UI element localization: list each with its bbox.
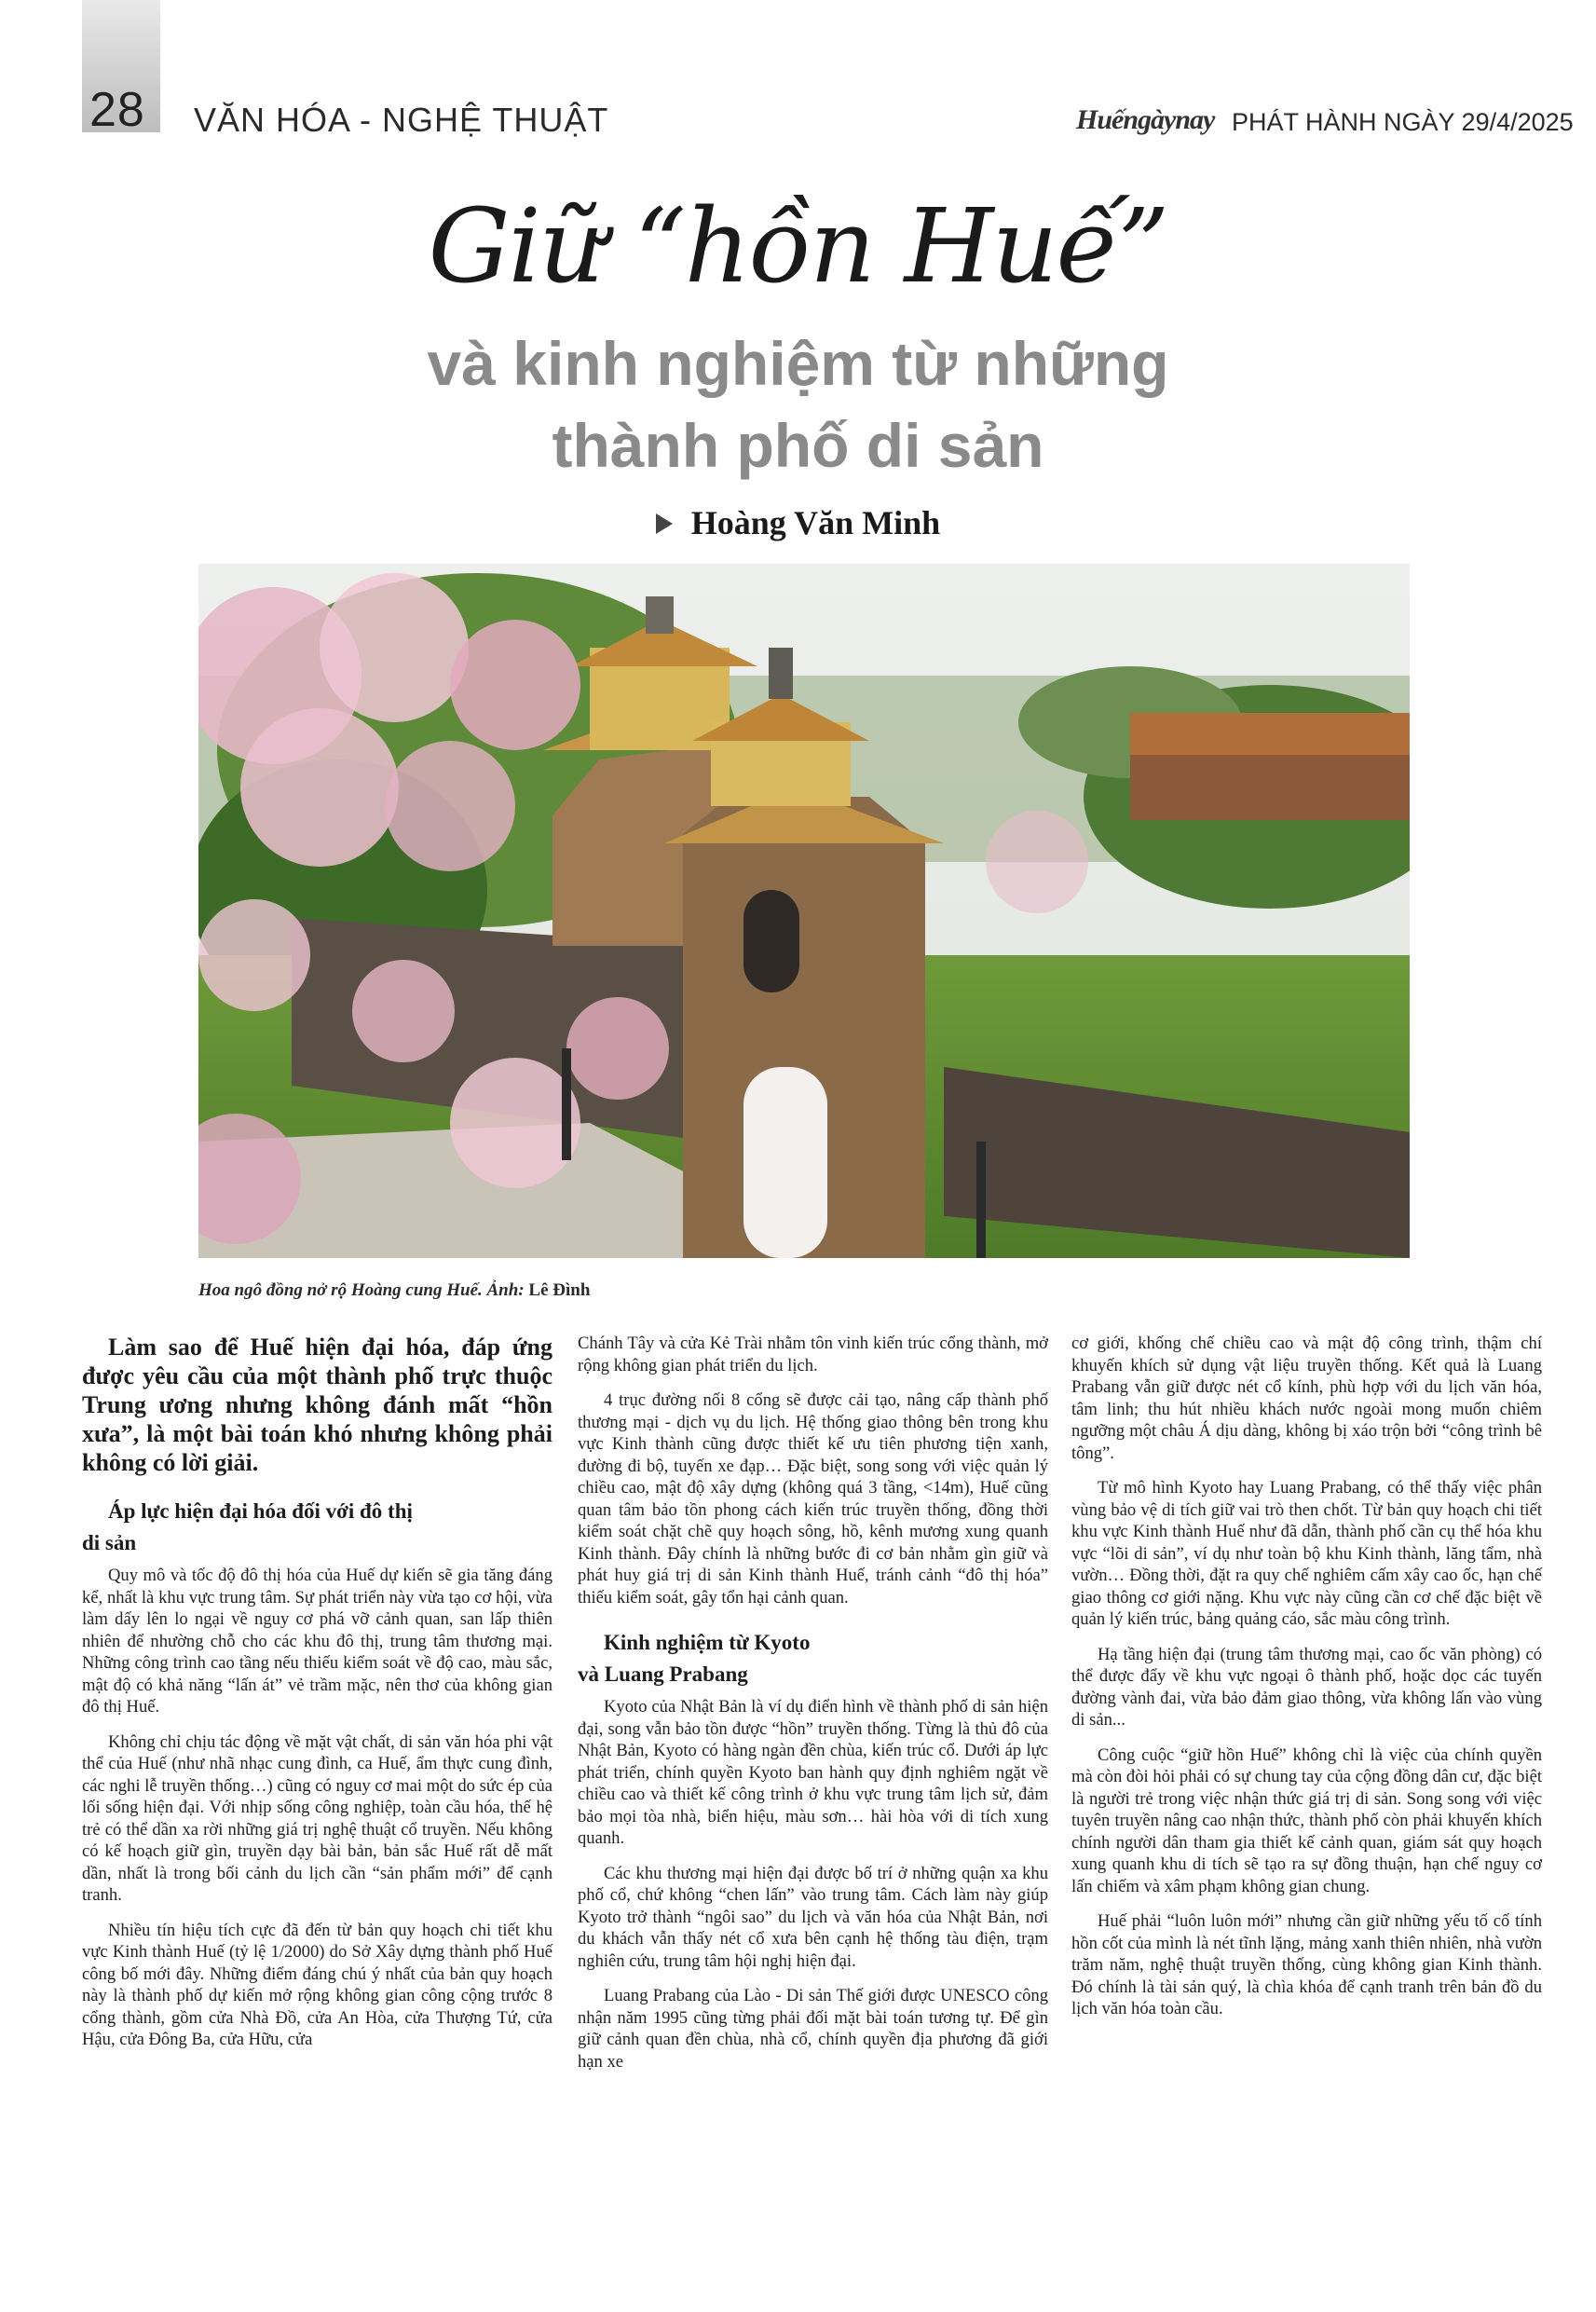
body-paragraph: Luang Prabang của Lào - Di sản Thế giới được UNESCO công nhận năm 1995 cũng từng phải đối mặt bài toán tương tự. Để gìn giữ cảnh quan đền chùa, nhà cổ, chính quyền địa phương đã giới hạn xe	[578, 1986, 1048, 2072]
brand-logo: Huếngàynay	[1076, 104, 1215, 135]
body-paragraph: Nhiều tín hiệu tích cực đã đến từ bản quy hoạch chi tiết khu vực Kinh thành Huế (tỷ lệ 1/2000) do Sở Xây dựng thành phố Huế công bố mới đây. Những điểm đáng chú ý nhất của bản quy hoạch này là thành phố dự kiến mở rộng không gian công cộng trước 8 cổng thành, gồm cửa Nhà Đồ, cửa An Hòa, cửa Thượng Tứ, cửa Hậu, cửa Đông Ba, cửa Hữu, cửa	[82, 1920, 552, 2049]
caption-credit: Lê Đình	[528, 1280, 591, 1300]
body-paragraph: Hạ tầng hiện đại (trung tâm thương mại, cao ốc văn phòng) có thể được đẩy về khu vực ngoại ô thành phố, hoặc dọc các tuyến đường vành đai, vừa bảo đảm giao thông, vừa không lấn vào vùng di sản...	[1071, 1644, 1542, 1730]
body-paragraph: 4 trục đường nối 8 cổng sẽ được cải tạo, nâng cấp thành phố thương mại - dịch vụ du lịch. Hệ thống giao thông bên trong khu vực Kinh thành cũng được thiết kế ưu tiên phương tiện xanh, đường đi bộ, tuyến xe đạp… Đặc biệt, song song với việc quản lý chiều cao, mật độ xây dựng (không quá 3 tầng, <14m), Huế cũng quan tâm bảo tồn phong cách kiến trúc truyền thống, đồng thời kiểm soát chặt chẽ quy hoạch sông, hồ, kênh mương xung quanh Kinh thành. Đây chính là những bước đi cơ bản nhằm gìn giữ và phát huy giá trị di sản Kinh thành Huế, tránh cảnh “đô thị hóa” thiếu kiểm soát, gây tổn hại cảnh quan.	[578, 1390, 1048, 1607]
hero-photo	[198, 564, 1410, 1258]
body-paragraph: Từ mô hình Kyoto hay Luang Prabang, có thể thấy việc phân vùng bảo vệ di tích giữ vai trò then chốt. Từ bản quy hoạch chi tiết khu vực Kinh thành Huế như đã dẫn, thành phố cần cụ thể hóa khu vực “lõi di sản”, ví dụ như toàn bộ khu Kinh thành, lăng tẩm, nhà vườn… Đồng thời, đặt ra quy chế nghiêm cấm xây cao ốc, hạn chế giao thông cơ giới nặng. Khu vực này cũng cần cơ chế đặc biệt về quản lý kiến trúc, bảng quảng cáo, sắc màu công trình.	[1071, 1478, 1542, 1629]
byline	[0, 503, 1596, 542]
article-column-1	[82, 1333, 552, 2064]
body-paragraph: Công cuộc “giữ hồn Huế” không chỉ là việc của chính quyền mà còn đòi hỏi phải có sự chung tay của cộng đồng dân cư, đặc biệt là người trẻ trong việc nhận thức giá trị di sản. Song song với việc tuyên truyền nâng cao nhận thức, thành phố còn phải khuyến khích chính người dân tham gia thiết kế cảnh quan, giám sát quy hoạch xung quanh khu di tích sẽ tạo ra sự đồng thuận, hạn chế nguy cơ lấn chiếm và xâm phạm không gian chung.	[1071, 1744, 1542, 1896]
section-heading-pressure: Áp lực hiện đại hóa đối với đô thị di sản	[82, 1499, 413, 1554]
body-paragraph: Quy mô và tốc độ đô thị hóa của Huế dự kiến sẽ gia tăng đáng kể, nhất là khu vực trung tâm. Sự phát triển này vừa tạo cơ hội, vừa làm dấy lên lo ngại về nguy cơ phá vỡ cảnh quan, san lấp thiên nhiên để nhường chỗ cho các khu đô thị, trung tâm thương mại. Những công trình cao tầng nếu thiếu kiểm soát về độ cao, màu sắc, mật độ có khả năng “lấn át” vẻ trầm mặc, nên thơ của không gian đô thị Huế.	[82, 1566, 552, 1717]
body-paragraph: Huế phải “luôn luôn mới” nhưng cần giữ những yếu tố cố tính hồn cốt của mình là nét tĩnh lặng, mảng xanh thiên nhiên, nhà vườn trăm năm, nghệ thuật truyền thống, cùng không gian Kinh thành. Đó chính là tài sản quý, là chìa khóa để cạnh tranh trên bản đồ du lịch văn hóa toàn cầu.	[1071, 1911, 1542, 2018]
article-column-3	[1071, 1333, 1542, 2033]
headline-line-2: thành phố di sản	[552, 411, 1044, 480]
body-paragraph: Không chỉ chịu tác động về mặt vật chất, di sản văn hóa phi vật thể của Huế (như nhã nhạc cung đình, ca Huế, ẩm thực cung đình, các nghi lễ truyền thống…) cũng có nguy cơ mai một do sức ép của lối sống hiện đại. Với nhịp sống công nghiệp, toàn cầu hóa, thế hệ trẻ có thể dần xa rời những giá trị nghệ thuật cổ truyền. Nếu không có kế hoạch giữ gìn, truyền dạy bài bản, bản sắc Huế rất dễ mất dần, nhất là trong bối cảnh du lịch cần “sản phẩm mới” để cạnh tranh.	[82, 1731, 552, 1905]
body-paragraph: cơ giới, khống chế chiều cao và mật độ công trình, thậm chí khuyến khích sử dụng vật liệu truyền thống. Kết quả là Luang Prabang vẫn giữ được nét cổ kính, phù hợp với du lịch văn hóa, tâm linh; thu hút nhiều khách nước ngoài mong muốn chiêm ngưỡng một châu Á dịu dàng, không bị xáo trộn bởi “công trình bê tông”.	[1071, 1334, 1542, 1463]
headline-line-1: và kinh nghiệm từ những	[427, 329, 1169, 398]
article-column-2	[578, 1333, 1048, 2086]
section-heading-experience: Kinh nghiệm từ Kyoto và Luang Prabang	[578, 1631, 811, 1686]
headline-script: Giữ “hồn Huế”	[428, 186, 1168, 306]
body-paragraph: Chánh Tây và cửa Kẻ Trài nhằm tôn vinh kiến trúc cổng thành, mở rộng không gian phát triển du lịch.	[578, 1334, 1048, 1375]
author-name: Hoàng Văn Minh	[690, 504, 941, 541]
triangle-icon	[656, 513, 673, 534]
body-paragraph: Các khu thương mại hiện đại được bố trí ở những quận xa khu phố cổ, chứ không “chen lấn” vào trung tâm. Cách làm này giúp Kyoto trở thành “ngôi sao” du lịch và văn hóa của Nhật Bản, nơi du khách vẫn thấy nét cổ xưa bên cạnh hệ thống tàu điện, trạm nghiên cứu, trung tâm hội nghị hiện đại.	[578, 1863, 1048, 1971]
release-date: PHÁT HÀNH NGÀY 29/4/2025	[1232, 108, 1574, 136]
lead-paragraph: Làm sao để Huế hiện đại hóa, đáp ứng được yêu cầu của một thành phố trực thuộc Trung ương nhưng không đánh mất “hồn xưa”, là một bài toán khó nhưng không phải không có lời giải.	[82, 1334, 552, 1476]
caption-text: Hoa ngô đồng nở rộ Hoàng cung Huế. Ảnh:	[198, 1280, 525, 1300]
page-number: 28	[89, 83, 145, 137]
section-title: VĂN HÓA - NGHỆ THUẬT	[194, 101, 609, 139]
body-paragraph: Kyoto của Nhật Bản là ví dụ điển hình về thành phố di sản hiện đại, song vẫn bảo tồn được “hồn” truyền thống. Từng là thủ đô của Nhật Bản, Kyoto có hàng ngàn đền chùa, kiến trúc cổ. Dưới áp lực phát triển, chính quyền Kyoto ban hành quy định nghiêm ngặt về chiều cao và thiết kế công trình ở khu vực trung tâm lịch sử, đảm bảo mọi tòa nhà, biển hiệu, màu sơn… hài hòa với di tích xung quanh.	[578, 1697, 1048, 1848]
photo-caption	[198, 1280, 590, 1301]
